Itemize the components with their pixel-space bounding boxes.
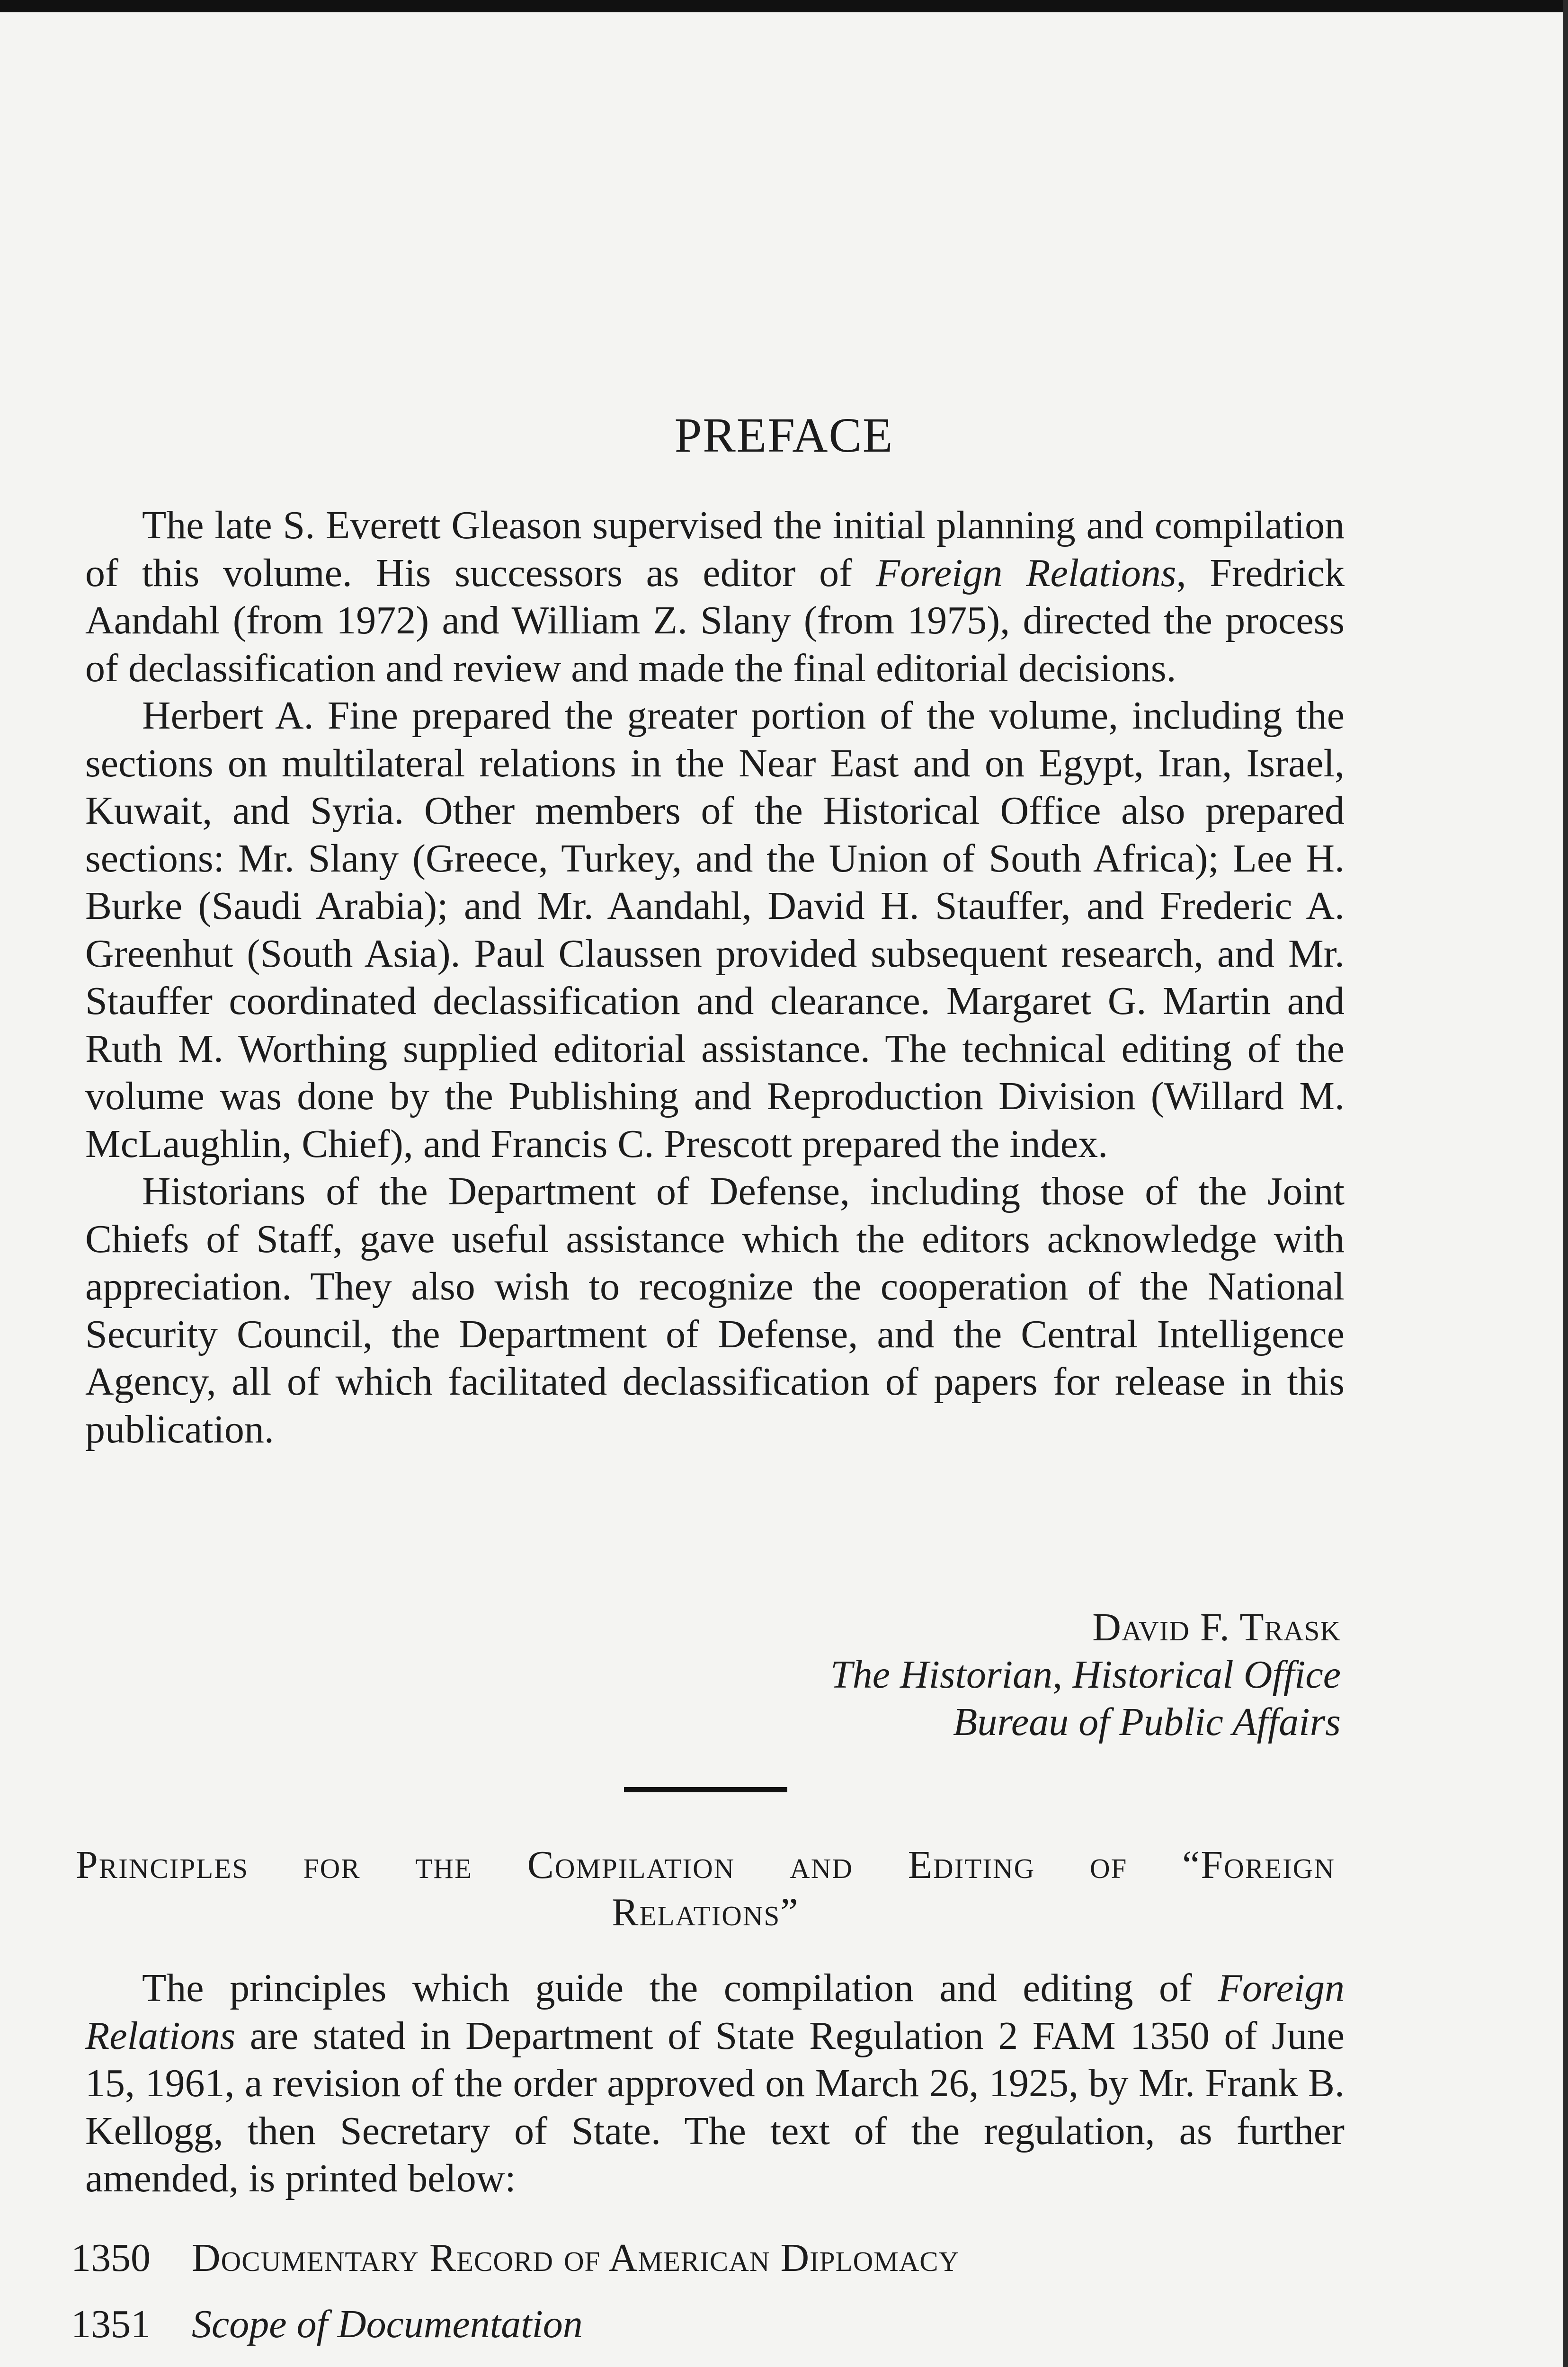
- principles-heading-line: Relations”: [612, 1890, 799, 1934]
- principles-body: [85, 1965, 1345, 2203]
- preface-paragraph: The late S. Everett Gleason supervised the initial planning and compilation of this volume. His successors as editor of Foreign Relations, Fredrick Aandahl (from 1972) and William Z. Slany (from 1975), directed the process of declassification and review and made the final editorial decisions.: [85, 503, 1345, 690]
- principles-paragraph: The principles which guide the compilation and editing of Foreign Relations are stated in Department of State Regulation 2 FAM 1350 of June 15, 1961, a revision of the order approved on March 26, 1925, by Mr. Frank B. Kellogg, then Secretary of State. The text of the regulation, as further amended, is printed below:: [85, 1966, 1345, 2200]
- signature-block: [830, 1604, 1341, 1746]
- signatory-name: David F. Trask: [1092, 1605, 1341, 1649]
- page-title: PREFACE: [674, 408, 894, 463]
- regulation-section: [71, 2234, 959, 2282]
- principles-heading-line: Principles for the Compilation and Editing of “Foreign: [76, 1843, 1335, 1887]
- regulation-number: 1350: [71, 2236, 151, 2280]
- signatory-title: The Historian, Historical Office: [830, 1653, 1341, 1697]
- signatory-bureau: Bureau of Public Affairs: [953, 1700, 1341, 1744]
- regulation-section: [71, 2301, 583, 2348]
- regulation-title: Documentary Record of American Diplomacy: [192, 2236, 960, 2280]
- preface-paragraph: Historians of the Department of Defense, including those of the Joint Chiefs of Staff, gave useful assistance which the editors acknowledge with appreciation. They also wish to recognize the cooperation of the National Security Council, the Department of Defense, and the Central Intelligence Agency, all of which facilitated declassification of papers for release in this publication.: [85, 1169, 1345, 1451]
- page-right-border: [1563, 0, 1568, 2367]
- regulation-number: 1351: [71, 2302, 151, 2346]
- preface-body: [85, 502, 1345, 1453]
- principles-heading: [76, 1842, 1335, 1936]
- regulation-title: Scope of Documentation: [192, 2302, 583, 2346]
- preface-paragraph: Herbert A. Fine prepared the greater portion of the volume, including the sections on multilateral relations in the Near East and on Egypt, Iran, Israel, Kuwait, and Syria. Other members of the Historical Office also prepared sections: Mr. Slany (Greece, Turkey, and the Union of South Africa); Lee H. Burke (Saudi Arabia); and Mr. Aandahl, David H. Stauffer, and Frederic A. Greenhut (South Asia). Paul Claussen provided subsequent research, and Mr. Stauffer coordinated declassification and clearance. Margaret G. Martin and Ruth M. Worthing supplied editorial assistance. The technical editing of the volume was done by the Publishing and Reproduction Division (Willard M. McLaughlin, Chief), and Francis C. Prescott prepared the index.: [85, 694, 1345, 1166]
- section-divider: [624, 1787, 787, 1792]
- page-top-border: [0, 0, 1568, 12]
